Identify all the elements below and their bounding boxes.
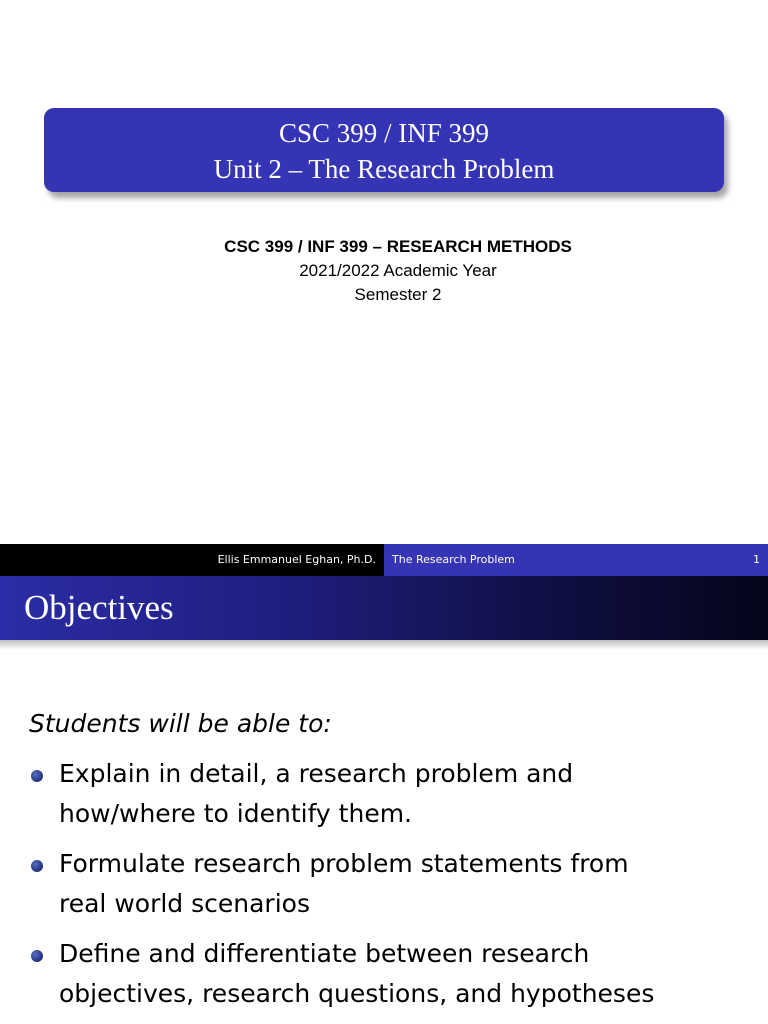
objectives-list — [0, 754, 768, 1024]
list-item — [0, 934, 768, 1014]
list-item — [0, 754, 768, 834]
course-name: CSC 399 / INF 399 – RESEARCH METHODS — [224, 237, 572, 256]
slide-title-line2: Unit 2 – The Research Problem — [213, 154, 555, 184]
academic-year: 2021/2022 Academic Year — [299, 261, 497, 280]
bullet-icon — [31, 950, 43, 962]
title-box — [44, 108, 724, 192]
footer-topic: The Research Problem — [392, 553, 515, 566]
footer-author: Ellis Emmanuel Eghan, Ph.D. — [0, 544, 384, 576]
list-item — [0, 844, 768, 924]
slide-footer — [0, 544, 768, 576]
intro-text: Students will be able to: — [29, 709, 332, 738]
subtitle-block — [0, 235, 768, 307]
header-shadow — [0, 640, 768, 650]
bullet-text: Explain in detail, a research problem and how/where to identify them. — [59, 759, 574, 828]
bullet-icon — [31, 860, 43, 872]
semester: Semester 2 — [354, 285, 442, 304]
footer-topic-area — [384, 544, 768, 576]
bullet-text: Define and differentiate between research objectives, research questions, and hypotheses — [59, 939, 655, 1008]
page-number: 1 — [753, 553, 760, 566]
bullet-text: Formulate research problem statements from real world scenarios — [59, 849, 629, 918]
objectives-header — [0, 576, 768, 640]
slide-heading: Objectives — [24, 588, 174, 627]
bullet-icon — [31, 770, 43, 782]
slide-title-line1: CSC 399 / INF 399 — [278, 118, 490, 148]
